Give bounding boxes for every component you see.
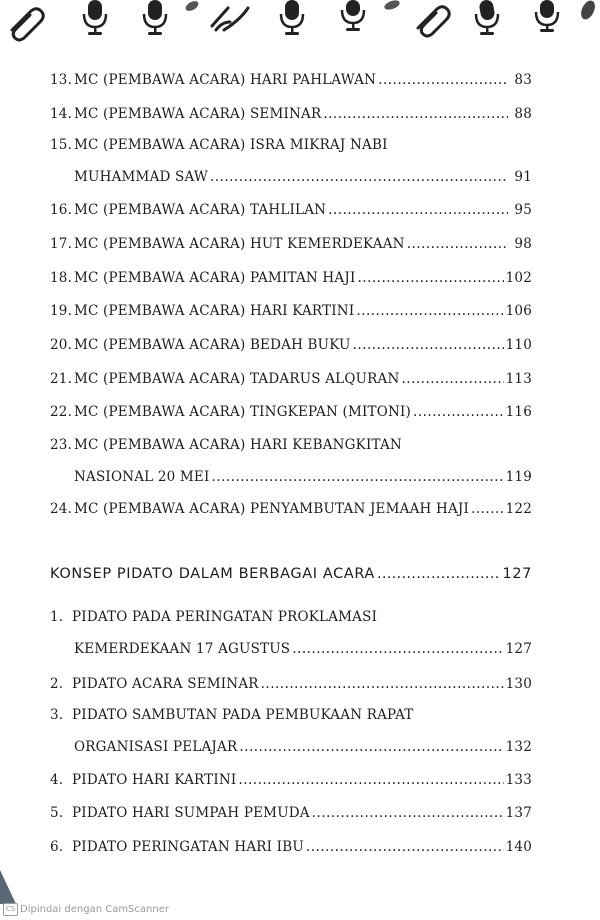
toc-entry-title: NASIONAL 20 MEI — [74, 469, 210, 485]
toc-entry-page: 98 — [514, 236, 532, 252]
microphone-icon — [342, 0, 364, 31]
toc-entry-page: 119 — [505, 469, 532, 485]
paperclip-icon — [12, 9, 43, 40]
toc-entry-title: PIDATO SAMBUTAN PADA PEMBUKAAN RAPAT — [72, 707, 414, 723]
toc-entry-page: 113 — [505, 371, 532, 387]
leaf-icon — [383, 0, 401, 11]
toc-entry-title: KEMERDEKAAN 17 AGUSTUS — [74, 641, 291, 657]
toc-entry — [50, 404, 532, 424]
toc-entry-number: 17. — [50, 236, 73, 252]
toc-entry-page: 127 — [505, 641, 532, 657]
toc-entry-page: 83 — [514, 72, 532, 88]
toc-entry-number: 22. — [50, 404, 73, 420]
toc-entry-title: PIDATO ACARA SEMINAR — [72, 676, 259, 692]
leader-dots — [377, 566, 501, 582]
toc-entry-title: MC (PEMBAWA ACARA) TINGKEPAN (MITONI) — [74, 404, 412, 420]
leader-dots — [356, 303, 503, 319]
toc-entry-page: 140 — [505, 839, 532, 855]
paperclip-icon — [212, 8, 248, 30]
toc-entry-title: MC (PEMBAWA ACARA) HARI KARTINI — [74, 303, 355, 319]
toc-entry-number: 4. — [50, 772, 64, 788]
toc-entry-title: MC (PEMBAWA ACARA) TAHLILAN — [74, 202, 327, 218]
toc-entry-title: ORGANISASI PELAJAR — [74, 739, 238, 755]
leader-dots — [407, 236, 508, 252]
section-title: KONSEP PIDATO DALAM BERBAGAI ACARA — [50, 566, 375, 582]
leader-dots — [312, 805, 504, 821]
toc-entry — [50, 501, 532, 521]
toc-entry-title: MC (PEMBAWA ACARA) PAMITAN HAJI — [74, 270, 356, 286]
toc-entry — [50, 839, 532, 859]
toc-entry — [50, 303, 532, 323]
toc-entry-number: 24. — [50, 501, 73, 517]
toc-entry-title: MC (PEMBAWA ACARA) TADARUS ALQURAN — [74, 371, 400, 387]
toc-entry-page: 137 — [505, 805, 532, 821]
toc-entry-number: 18. — [50, 270, 73, 286]
section-heading — [50, 566, 532, 582]
leader-dots — [357, 270, 503, 286]
toc-entry — [50, 371, 532, 391]
microphone-icon — [476, 0, 498, 35]
toc-entry-number: 14. — [50, 106, 73, 122]
toc-entry-title: MC (PEMBAWA ACARA) ISRA MIKRAJ NABI — [74, 137, 388, 153]
leader-dots — [378, 72, 508, 88]
toc-entry-number: 2. — [50, 676, 64, 692]
toc-entry-page: 132 — [505, 739, 532, 755]
microphone-icon — [536, 0, 558, 32]
toc-entry-number: 13. — [50, 72, 73, 88]
toc-entry-number: 20. — [50, 337, 73, 353]
leader-dots — [292, 641, 503, 657]
toc-entry — [50, 437, 532, 489]
toc-entry-number: 23. — [50, 437, 73, 453]
leader-dots — [212, 469, 504, 485]
toc-entry — [50, 72, 532, 92]
toc-entry — [50, 772, 532, 792]
toc-entry-title: PIDATO PERINGATAN HARI IBU — [72, 839, 304, 855]
toc-entry-page: 116 — [505, 404, 532, 420]
toc-entry-page: 102 — [505, 270, 532, 286]
toc-entry-number: 19. — [50, 303, 73, 319]
leaf-icon — [578, 0, 597, 22]
toc-entry-page: 122 — [505, 501, 532, 517]
leader-dots — [238, 772, 503, 788]
toc-entry — [50, 676, 532, 696]
toc-entry — [50, 337, 532, 357]
toc-entry-title: PIDATO HARI SUMPAH PEMUDA — [72, 805, 310, 821]
toc-entry-number: 3. — [50, 707, 64, 723]
microphone-icon — [84, 0, 106, 35]
leader-dots — [323, 106, 508, 122]
toc-entry-page: 130 — [505, 676, 532, 692]
footer-text: Dipindai dengan CamScanner — [20, 904, 169, 915]
toc-entry-title: MC (PEMBAWA ACARA) HUT KEMERDEKAAN — [74, 236, 405, 252]
toc-entry-page: 110 — [505, 337, 532, 353]
toc-entry-number: 1. — [50, 609, 64, 625]
leader-dots — [210, 169, 508, 185]
toc-entry — [50, 236, 532, 256]
toc-entry — [50, 805, 532, 825]
toc-entry — [50, 707, 532, 759]
toc-entry — [50, 609, 532, 661]
toc-entry-number: 5. — [50, 805, 64, 821]
toc-entry — [50, 202, 532, 222]
paperclip-icon — [418, 7, 449, 36]
header-decoration — [0, 0, 600, 42]
microphone-icon — [281, 0, 303, 35]
toc-entry — [50, 270, 532, 290]
toc-entry-number: 16. — [50, 202, 73, 218]
toc-entry-title: MC (PEMBAWA ACARA) HARI KEBANGKITAN — [74, 437, 402, 453]
leader-dots — [328, 202, 508, 218]
leader-dots — [402, 371, 504, 387]
toc-entry-page: 91 — [514, 169, 532, 185]
leader-dots — [353, 337, 504, 353]
toc-entry-number: 15. — [50, 137, 73, 153]
leader-dots — [239, 739, 503, 755]
toc-entry — [50, 106, 532, 126]
leader-dots — [261, 676, 504, 692]
toc-entry — [50, 137, 532, 189]
section-page-number: 127 — [502, 566, 532, 582]
toc-entry-page: 106 — [505, 303, 532, 319]
toc-entry-title: PIDATO HARI KARTINI — [72, 772, 237, 788]
leader-dots — [471, 501, 504, 517]
scanner-footer — [0, 898, 600, 920]
toc-entry-title: MC (PEMBAWA ACARA) PENYAMBUTAN JEMAAH HAJI — [74, 501, 470, 517]
toc-entry-page: 88 — [514, 106, 532, 122]
leaf-icon — [184, 0, 200, 13]
leader-dots — [413, 404, 504, 420]
toc-entry-title: PIDATO PADA PERINGATAN PROKLAMASI — [72, 609, 378, 625]
toc-entry-page: 95 — [514, 202, 532, 218]
microphone-icon — [144, 0, 166, 35]
toc-entry-page: 133 — [505, 772, 532, 788]
toc-entry-number: 6. — [50, 839, 64, 855]
toc-entry-title: MC (PEMBAWA ACARA) BEDAH BUKU — [74, 337, 351, 353]
toc-entry-title: MC (PEMBAWA ACARA) SEMINAR — [74, 106, 322, 122]
camscanner-badge: CS — [3, 903, 18, 916]
toc-entry-title: MC (PEMBAWA ACARA) HARI PAHLAWAN — [74, 72, 377, 88]
toc-entry-number: 21. — [50, 371, 73, 387]
leader-dots — [306, 839, 504, 855]
toc-entry-title: MUHAMMAD SAW — [74, 169, 208, 185]
